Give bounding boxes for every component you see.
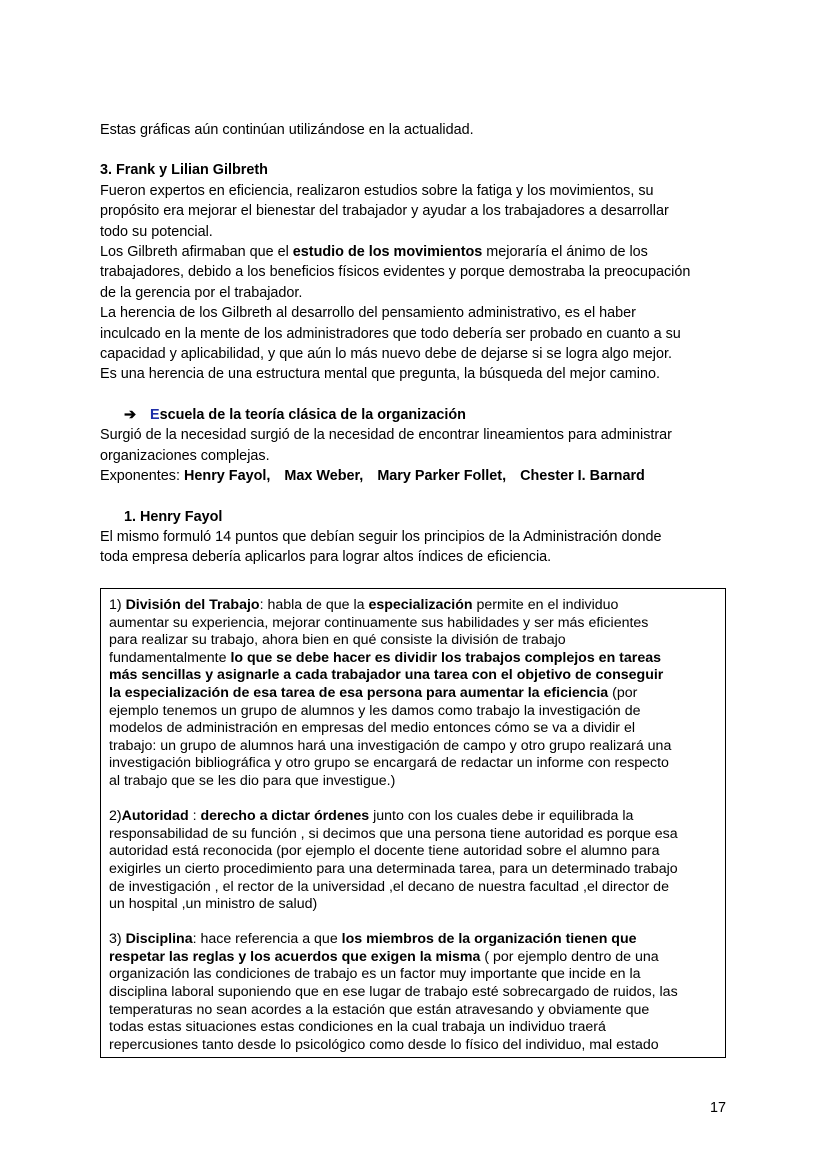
item2-line: exigirles un cierto procedimiento para una determinada tarea, para un determinado trabajo <box>109 860 678 877</box>
gilbreth-p2-line: de la gerencia por el trabajador. <box>100 284 303 301</box>
item2-line: responsabilidad de su función , si decimos que una persona tiene autoridad es porque esa <box>109 825 678 842</box>
item1-line <box>109 650 725 668</box>
exponent-name: Mary Parker Follet, <box>377 468 507 485</box>
item1-line: modelos de administración en empresas del medio entonces cómo se va a dividir el <box>109 720 635 737</box>
text-run: : hace referencia a que <box>192 931 342 948</box>
item3-line <box>109 949 725 967</box>
section-heading-escuela <box>100 405 740 425</box>
heading-initial: E <box>150 406 160 423</box>
bold-run: respetar las reglas y los acuerdos que exigen la misma <box>109 948 481 965</box>
text-run: (por <box>608 684 638 701</box>
text-run: mejoraría el ánimo de los <box>482 244 648 261</box>
exponent-name: Max Weber, <box>284 468 364 485</box>
fayol-line: El mismo formuló 14 puntos que debían seguir los principios de la Administración donde <box>100 528 662 545</box>
item1-line <box>109 597 725 615</box>
bold-run: estudio de los movimientos <box>292 244 483 261</box>
text-run: permite en el individuo <box>472 597 619 613</box>
item-number: 1) <box>109 597 126 613</box>
arrow-icon: ➔ <box>124 406 137 423</box>
item1-line: más sencillas y asignarle a cada trabajador una tarea con el objetivo de conseguir <box>109 667 664 684</box>
item-number: 3) <box>109 931 126 948</box>
gilbreth-p2-line <box>100 242 740 262</box>
text-run: ( por ejemplo dentro de una <box>480 948 659 965</box>
bold-run: los miembros de la organización tienen que <box>341 931 637 948</box>
item2-line: de investigación , el rector de la universidad ,el decano de nuestra facultad ,el director de <box>109 878 669 895</box>
bold-run: especialización <box>368 597 473 613</box>
item3-line <box>109 931 725 949</box>
escuela-line: organizaciones complejas. <box>100 447 270 464</box>
section-heading-gilbreth: 3. Frank y Lilian Gilbreth <box>100 162 268 179</box>
gilbreth-p2-line: trabajadores, debido a los beneficios físicos evidentes y porque demostraba la preocupación <box>100 264 691 281</box>
text-run: : habla de que la <box>259 597 369 613</box>
item3-line: todas estas situaciones estas condiciones en la cual trabaja un individuo traerá <box>109 1019 606 1036</box>
item1-line: trabajo: un grupo de alumnos hará una investigación de campo y otro grupo realizará una <box>109 737 672 754</box>
gilbreth-p3-line: capacidad y aplicabilidad, y que aún lo más nuevo debe de dejarse si se logra algo mejor. <box>100 346 672 363</box>
item1-line: ejemplo tenemos un grupo de alumnos y les damos como trabajo la investigación de <box>109 702 641 719</box>
item-number: 2) <box>109 808 122 825</box>
text-run: fundamentalmente <box>109 649 231 666</box>
item3-line: repercusiones tanto desde lo psicológico como desde lo físico del individuo, mal estado <box>109 1036 659 1053</box>
item3-line: organización las condiciones de trabajo es un factor muy importante que incide en la <box>109 966 641 983</box>
exponent-name: Henry Fayol, <box>184 468 271 485</box>
item1-line: investigación bibliográfica y otro grupo se encargará de redactar un informe con respecto <box>109 755 669 772</box>
item2-line: autoridad está reconocida (por ejemplo el docente tiene autoridad sobre el alumno para <box>109 843 660 860</box>
gilbreth-p3-line: inculcado en la mente de los administradores que todo debería ser probado en cuanto a su <box>100 325 681 342</box>
bold-run: la especialización de esa tarea de esa persona para aumentar la eficiencia <box>109 684 609 701</box>
intro-line: Estas gráficas aún continúan utilizándose en la actualidad. <box>100 122 474 138</box>
page-number: 17 <box>710 1100 727 1116</box>
item1-line: para realizar su trabajo, ahora bien en qué consiste la división de trabajo <box>109 632 566 649</box>
fayol-line: toda empresa debería aplicarlos para lograr altos índices de eficiencia. <box>100 549 552 566</box>
gilbreth-p3-line: La herencia de los Gilbreth al desarrollo del pensamiento administrativo, es el haber <box>100 305 636 322</box>
item2-line <box>109 808 725 826</box>
heading-rest: scuela de la teoría clásica de la organización <box>159 406 466 423</box>
item1-line: al trabajo que se les dio para que investigue.) <box>109 772 396 789</box>
exponentes-label: Exponentes: <box>100 468 185 485</box>
exponent-name: Chester I. Barnard <box>520 468 645 485</box>
item1-line: aumentar su experiencia, mejorar continuamente sus habilidades y ser más eficientes <box>109 614 649 631</box>
gilbreth-p1-line: Fueron expertos en eficiencia, realizaron estudios sobre la fatiga y los movimientos, su <box>100 182 654 199</box>
item1-line <box>109 685 725 703</box>
item3-line: temperaturas no sean acordes a la estación que están atravesando y obviamente que <box>109 1001 650 1018</box>
exponentes-line <box>100 466 740 486</box>
item-title: Autoridad <box>121 808 189 825</box>
text-run: : <box>188 808 201 825</box>
gilbreth-p3-line: Es una herencia de una estructura mental que pregunta, la búsqueda del mejor camino. <box>100 366 660 383</box>
subsection-heading-fayol: 1. Henry Fayol <box>124 508 223 525</box>
bold-run: derecho a dictar órdenes <box>200 808 370 825</box>
principles-box <box>100 588 726 1058</box>
text-run: junto con los cuales debe ir equilibrada la <box>369 808 634 825</box>
item3-line: disciplina laboral suponiendo que en ese lugar de trabajo esté sobrecargado de ruidos, las <box>109 984 678 1001</box>
gilbreth-p1-line: todo su potencial. <box>100 223 213 240</box>
item-title: Disciplina <box>125 931 193 948</box>
bold-run: lo que se debe hacer es dividir los trabajos complejos en tareas <box>230 649 661 666</box>
escuela-line: Surgió de la necesidad surgió de la necesidad de encontrar lineamientos para administrar <box>100 427 672 444</box>
item2-line: un hospital ,un ministro de salud) <box>109 896 318 913</box>
page-body <box>100 120 740 568</box>
gilbreth-p1-line: propósito era mejorar el bienestar del trabajador y ayudar a los trabajadores a desarrollar <box>100 203 669 220</box>
item-title: División del Trabajo <box>125 597 260 613</box>
text-run: Los Gilbreth afirmaban que el <box>100 244 293 261</box>
